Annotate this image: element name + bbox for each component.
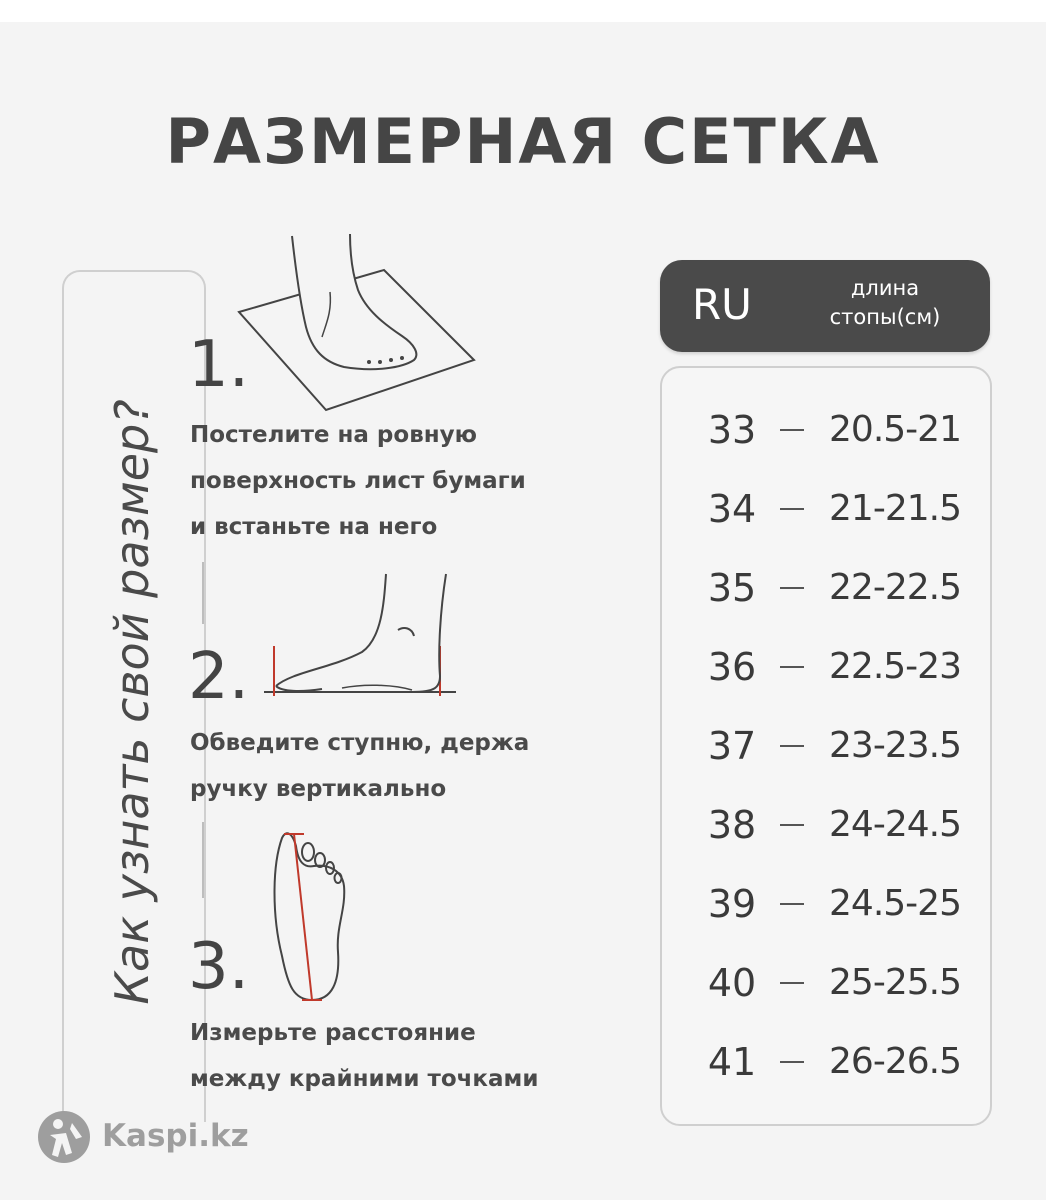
- row-length: 22-22.5: [829, 567, 961, 608]
- step-1-number: 1.: [188, 328, 250, 402]
- vertical-label: Как узнать свой размер?: [105, 399, 159, 1005]
- row-dash: [780, 508, 804, 510]
- step-1-line: Постелите на ровную: [190, 422, 477, 448]
- row-size: 41: [707, 1040, 757, 1084]
- table-row: [662, 400, 990, 460]
- row-length: 20.5-21: [829, 409, 961, 450]
- size-table: [660, 366, 992, 1126]
- foot-outline-side-illustration: [262, 572, 462, 702]
- row-length: 21-21.5: [829, 488, 961, 529]
- step-3-text: [190, 1010, 620, 1102]
- row-dash: [780, 1061, 804, 1063]
- row-size: 38: [707, 803, 757, 847]
- row-length: 24.5-25: [829, 883, 961, 924]
- step-divider: [202, 562, 204, 624]
- foot-on-paper-illustration: [234, 232, 484, 412]
- row-size: 40: [707, 961, 757, 1005]
- row-size: 39: [707, 882, 757, 926]
- table-row: [662, 953, 990, 1013]
- table-row: [662, 874, 990, 934]
- table-row: [662, 637, 990, 697]
- header-length-line: длина: [850, 276, 920, 300]
- row-dash: [780, 429, 804, 431]
- row-dash: [780, 903, 804, 905]
- step-2-line: Обведите ступню, держа: [190, 730, 530, 756]
- header-length-line: стопы(см): [829, 305, 941, 329]
- row-size: 33: [707, 408, 757, 452]
- foot-sole-measure-illustration: [268, 826, 358, 1006]
- row-dash: [780, 666, 804, 668]
- row-dash: [780, 824, 804, 826]
- step-divider: [202, 822, 204, 898]
- step-1-line: и встаньте на него: [190, 514, 438, 540]
- table-row: [662, 795, 990, 855]
- row-dash: [780, 982, 804, 984]
- row-size: 34: [707, 487, 757, 531]
- kaspi-logo-icon: [36, 1108, 92, 1166]
- row-dash: [780, 745, 804, 747]
- row-length: 23-23.5: [829, 725, 961, 766]
- row-size: 36: [707, 645, 757, 689]
- step-1-line: поверхность лист бумаги: [190, 468, 526, 494]
- step-1-text: [190, 412, 620, 550]
- step-3-line: между крайними точками: [190, 1066, 539, 1092]
- table-row: [662, 479, 990, 539]
- row-length: 26-26.5: [829, 1041, 961, 1082]
- table-row: [662, 558, 990, 618]
- size-table-header: [660, 260, 990, 352]
- page-title: РАЗМЕРНАЯ СЕТКА: [165, 105, 881, 178]
- table-row: [662, 1032, 990, 1092]
- row-size: 37: [707, 724, 757, 768]
- header-length-label: [810, 274, 960, 332]
- row-length: 25-25.5: [829, 962, 961, 1003]
- row-length: 24-24.5: [829, 804, 961, 845]
- step-3-number: 3.: [188, 930, 250, 1004]
- row-dash: [780, 587, 804, 589]
- step-2-text: [190, 720, 620, 812]
- kaspi-watermark-text: Kaspi.kz: [102, 1118, 249, 1154]
- step-2-line: ручку вертикально: [190, 776, 447, 802]
- step-3-line: Измерьте расстояние: [190, 1020, 476, 1046]
- header-ru-label: RU: [692, 280, 752, 329]
- table-row: [662, 716, 990, 776]
- row-size: 35: [707, 566, 757, 610]
- step-2-number: 2.: [188, 640, 250, 714]
- row-length: 22.5-23: [829, 646, 961, 687]
